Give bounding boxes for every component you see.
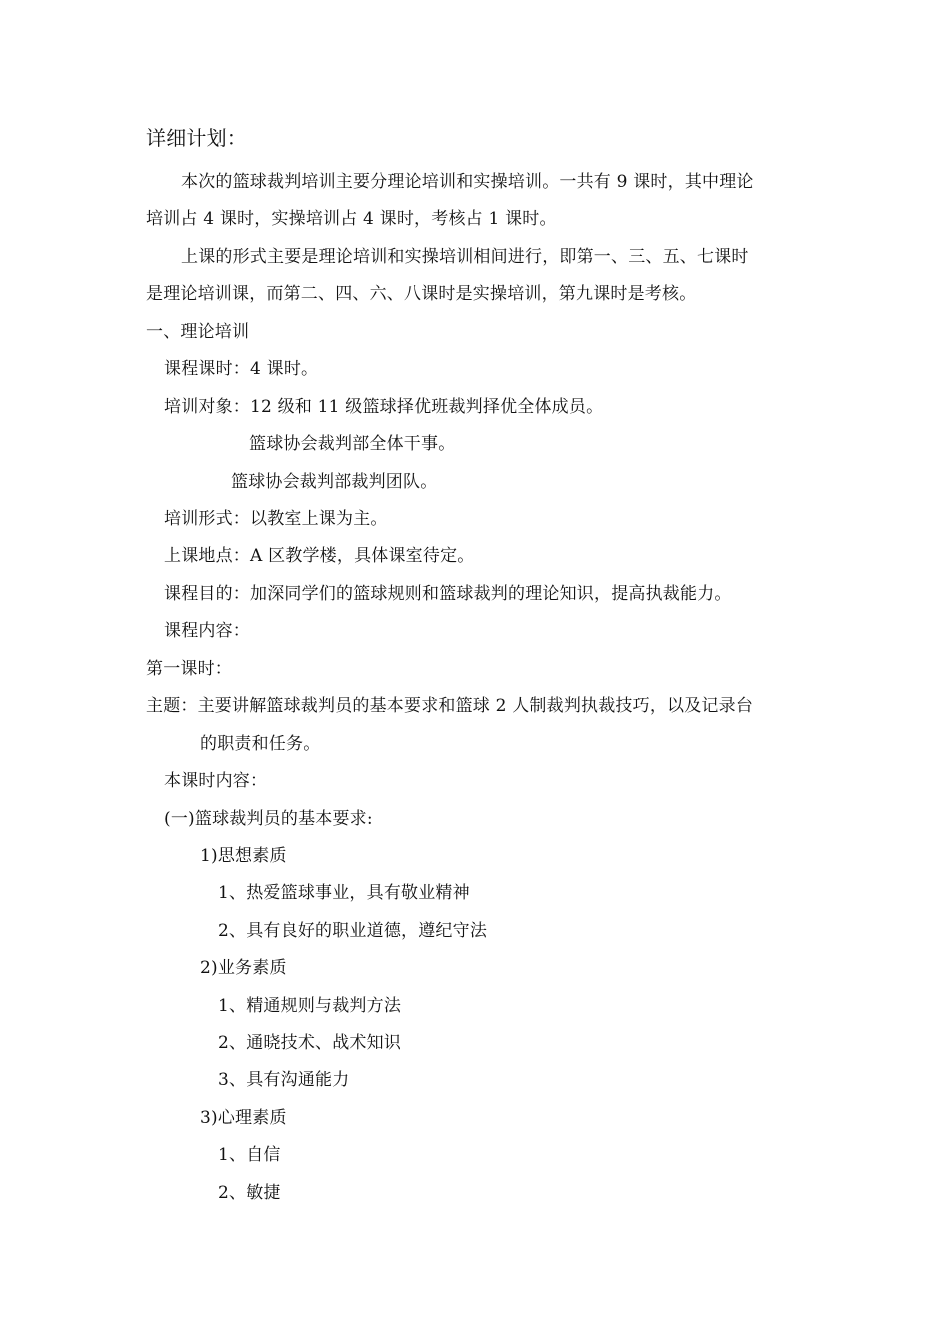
lesson-content-label: 本课时内容： [164,771,268,791]
intro-paragraph-1-line-2: 培训占 4 课时，实操培训占 4 课时，考核占 1 课时。 [146,209,557,229]
topic-line-2: 的职责和任务。 [200,734,321,754]
sub-heading-psychological: 3)心理素质 [200,1108,287,1128]
section-title-theory: 一、理论培训 [146,322,250,342]
list-item: 1、热爱篮球事业，具有敬业精神 [218,883,470,903]
trainees-line-3: 篮球协会裁判部裁判团队。 [231,472,438,492]
list-item: 2、敏捷 [218,1183,281,1203]
part-1-heading: (一)篮球裁判员的基本要求: [164,809,373,829]
training-form: 培训形式：以教室上课为主。 [164,509,388,529]
course-goal: 课程目的：加深同学们的篮球规则和篮球裁判的理论知识，提高执裁能力。 [164,584,732,604]
trainees-line-2: 篮球协会裁判部全体干事。 [249,434,456,454]
course-hours: 课程课时：4 课时。 [164,359,319,379]
lesson-1-title: 第一课时： [146,659,232,679]
list-item: 1、自信 [218,1145,281,1165]
course-content-label: 课程内容： [164,621,250,641]
topic-line-1: 主题：主要讲解篮球裁判员的基本要求和篮球 2 人制裁判执裁技巧，以及记录台 [146,696,754,716]
list-item: 2、具有良好的职业道德，遵纪守法 [218,921,488,941]
intro-paragraph-2-line-1: 上课的形式主要是理论培训和实操培训相间进行，即第一、三、五、七课时 [181,247,749,267]
sub-heading-professional: 2)业务素质 [200,958,287,978]
trainees-line-1: 培训对象：12 级和 11 级篮球择优班裁判择优全体成员。 [164,397,604,417]
heading: 详细计划： [146,126,247,150]
list-item: 3、具有沟通能力 [218,1070,350,1090]
sub-heading-ideology: 1)思想素质 [200,846,287,866]
list-item: 1、精通规则与裁判方法 [218,996,402,1016]
list-item: 2、通晓技术、战术知识 [218,1033,402,1053]
intro-paragraph-1-line-1: 本次的篮球裁判培训主要分理论培训和实操培训。一共有 9 课时，其中理论 [181,172,754,192]
intro-paragraph-2-line-2: 是理论培训课，而第二、四、六、八课时是实操培训，第九课时是考核。 [146,284,697,304]
location: 上课地点：A 区教学楼，具体课室待定。 [164,546,475,566]
